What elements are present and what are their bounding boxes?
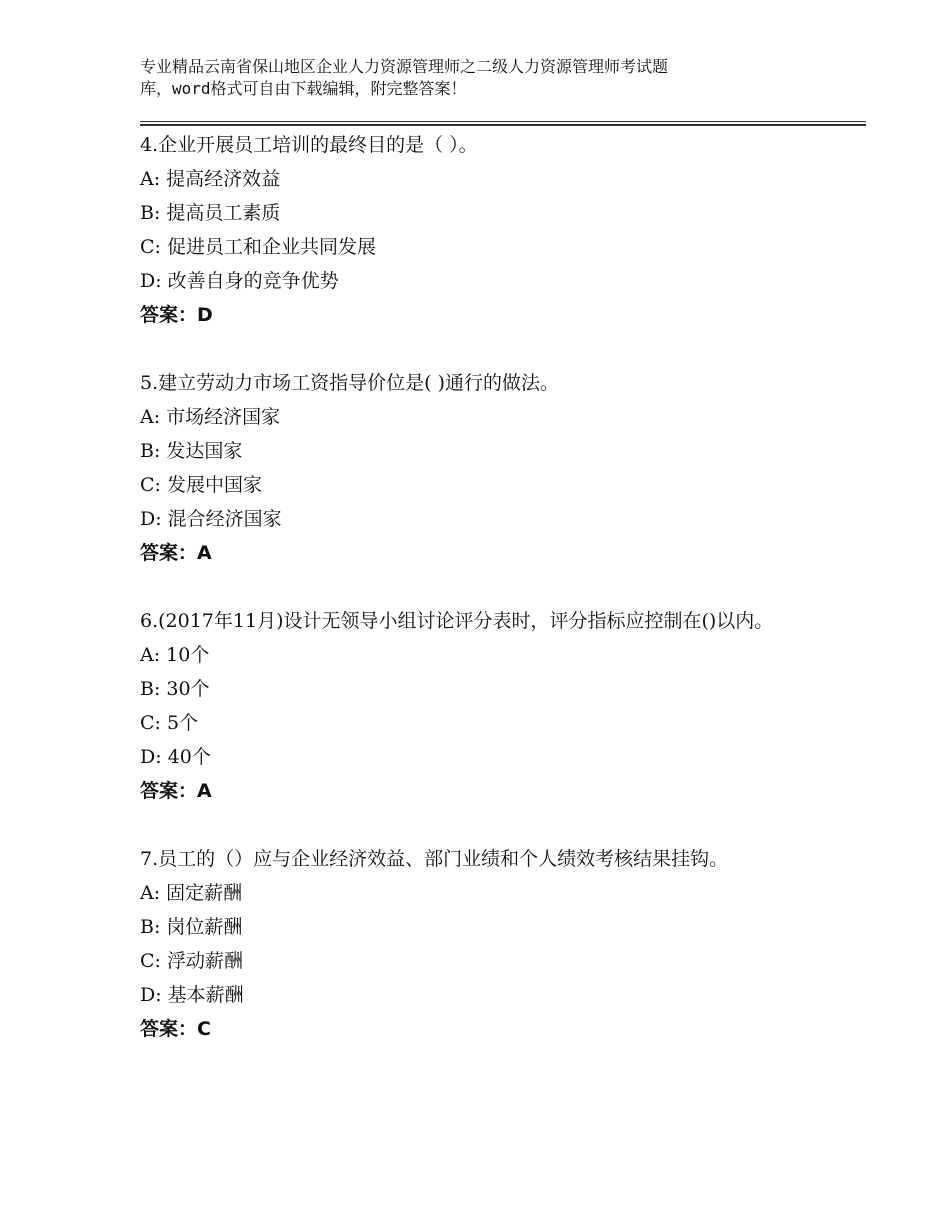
answer-label: 答案：A (140, 780, 212, 802)
option-b: B: 提高员工素质 (140, 202, 281, 224)
answer-label: 答案：D (140, 304, 213, 326)
option-c: C: 5个 (140, 712, 199, 734)
option-b: B: 岗位薪酬 (140, 916, 243, 938)
question-text: 6.(2017年11月)设计无领导小组讨论评分表时，评分指标应控制在()以内。 (140, 610, 774, 632)
header-divider (140, 121, 866, 126)
spacer (140, 808, 820, 842)
option-c: C: 浮动薪酬 (140, 950, 243, 972)
spacer (140, 570, 820, 604)
answer-label: 答案：A (140, 542, 212, 564)
question-list (140, 128, 820, 1046)
answer-label: 答案：C (140, 1018, 211, 1040)
header-line-1: 专业精品云南省保山地区企业人力资源管理师之二级人力资源管理师考试题 (140, 57, 669, 76)
header-line-2: 库，word格式可自由下载编辑，附完整答案！ (140, 79, 467, 98)
document-header (140, 56, 780, 100)
option-d: D: 基本薪酬 (140, 984, 244, 1006)
spacer (140, 332, 820, 366)
question-4 (140, 128, 820, 332)
option-d: D: 混合经济国家 (140, 508, 282, 530)
option-d: D: 改善自身的竞争优势 (140, 270, 339, 292)
option-c: C: 发展中国家 (140, 474, 262, 496)
question-7 (140, 842, 820, 1046)
question-text: 4.企业开展员工培训的最终目的是（ ）。 (140, 134, 478, 156)
option-b: B: 30个 (140, 678, 210, 700)
option-a: A: 提高经济效益 (140, 168, 281, 190)
option-c: C: 促进员工和企业共同发展 (140, 236, 376, 258)
question-6 (140, 604, 820, 808)
question-text: 5.建立劳动力市场工资指导价位是( )通行的做法。 (140, 372, 559, 394)
option-a: A: 10个 (140, 644, 210, 666)
option-d: D: 40个 (140, 746, 211, 768)
option-b: B: 发达国家 (140, 440, 243, 462)
option-a: A: 固定薪酬 (140, 882, 243, 904)
question-text: 7.员工的（）应与企业经济效益、部门业绩和个人绩效考核结果挂钩。 (140, 848, 729, 870)
question-5 (140, 366, 820, 570)
option-a: A: 市场经济国家 (140, 406, 281, 428)
